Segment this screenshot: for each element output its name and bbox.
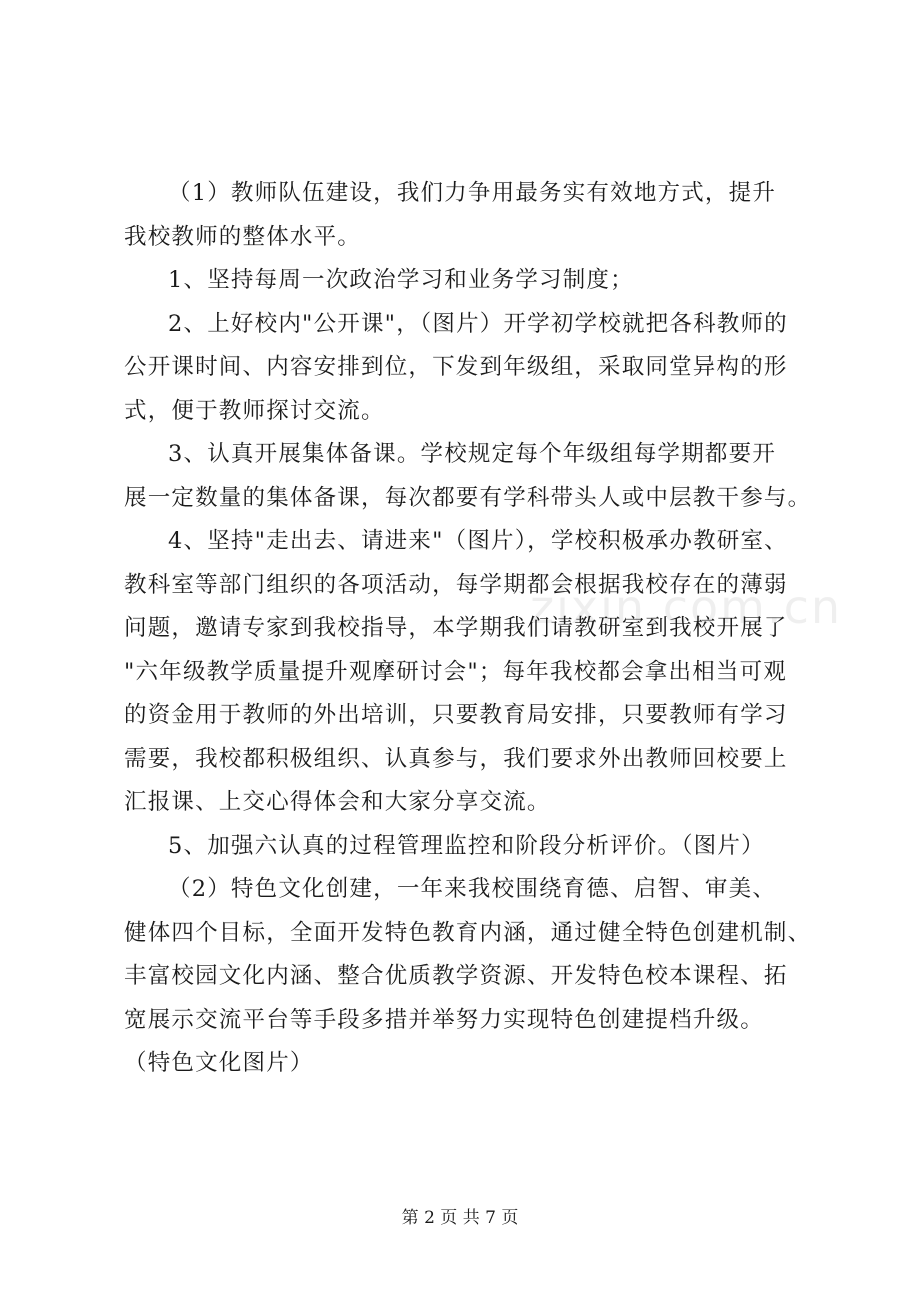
paragraph-teacher-team — [124, 172, 824, 259]
text-line: 4、坚持"走出去、请进来"（图片），学校积极承办教研室、 — [168, 528, 788, 554]
paragraph-item-1 — [124, 259, 824, 303]
document-body — [124, 172, 824, 1086]
paragraph-culture — [124, 868, 824, 1086]
text-line: 教科室等部门组织的各项活动，每学期都会根据我校存在的薄弱 — [124, 571, 788, 598]
text-line: 的资金用于教师的外出培训，只要教育局安排，只要教师有学习 — [124, 702, 788, 728]
text-line: 宽展示交流平台等手段多措并举努力实现特色创建提档升级。 — [124, 1006, 764, 1033]
text-line: 丰富校园文化内涵、整合优质教学资源、开发特色校本课程、拓 — [124, 963, 788, 989]
text-line: （2）特色文化创建，一年来我校围绕育德、启智、审美、 — [168, 876, 777, 902]
page-footer: 第 2 页 共 7 页 — [401, 1208, 519, 1228]
watermark: zixin.com.cn — [530, 580, 843, 634]
paragraph-item-4 — [124, 520, 824, 825]
text-line: 5、加强六认真的过程管理监控和阶段分析评价。（图片） — [168, 832, 765, 859]
text-line: 公开课时间、内容安排到位，下发到年级组，采取同堂异构的形 — [124, 354, 788, 380]
text-line: 问题，邀请专家到我校指导，本学期我们请教研室到我校开展了 — [124, 615, 788, 641]
text-line: （特色文化图片） — [124, 1050, 314, 1076]
text-line: 展一定数量的集体备课，每次都要有学科带头人或中层教干参与。 — [124, 484, 812, 511]
paragraph-item-3 — [124, 433, 824, 520]
text-line: （1）教师队伍建设，我们力争用最务实有效地方式，提升 — [168, 180, 777, 206]
text-line: 1、坚持每周一次政治学习和业务学习制度； — [168, 267, 634, 293]
text-line: 2、上好校内"公开课"，（图片）开学初学校就把各科教师的 — [168, 310, 788, 337]
text-line: 我校教师的整体水平。 — [124, 223, 362, 250]
paragraph-item-2 — [124, 303, 824, 434]
text-line: 汇报课、上交心得体会和大家分享交流。 — [124, 789, 551, 815]
text-line: 3、认真开展集体备课。学校规定每个年级组每学期都要开 — [168, 441, 777, 467]
text-line: "六年级教学质量提升观摩研讨会"；每年我校都会拿出相当可观 — [124, 658, 787, 685]
text-line: 式，便于教师探讨交流。 — [124, 397, 385, 424]
text-line: 健体四个目标，全面开发特色教育内涵，通过健全特色创建机制、 — [124, 919, 812, 946]
paragraph-item-5 — [124, 825, 824, 869]
text-line: 需要，我校都积极组织、认真参与，我们要求外出教师回校要上 — [124, 745, 788, 772]
